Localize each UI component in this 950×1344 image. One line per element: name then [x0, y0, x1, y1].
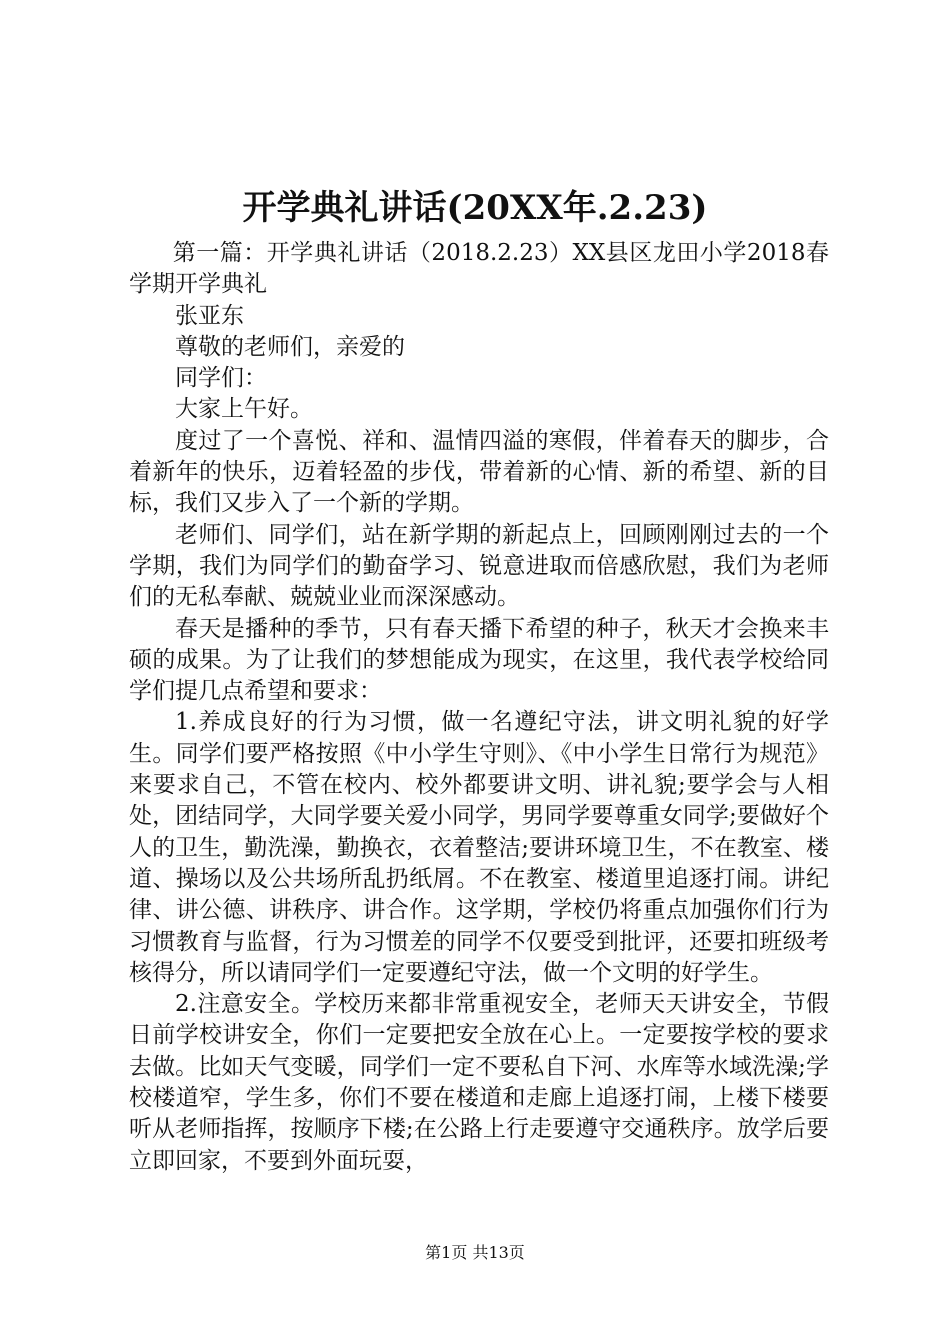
paragraph: 1.养成良好的行为习惯，做一名遵纪守法，讲文明礼貌的好学生。同学们要严格按照《中小学生守则》、《中小学生日常行为规范》来要求自己，不管在校内、校外都要讲文明、讲礼貌;要学会与人相处，团结同学，大同学要关爱小同学，男同学要尊重女同学;要做好个人的卫生，勤洗澡，勤换衣，衣着整洁;要讲环境卫生，不在教室、楼道、操场以及公共场所乱扔纸屑。不在教室、楼道里追逐打闹。讲纪律、讲公德、讲秩序、讲合作。这学期，学校仍将重点加强你们行为习惯教育与监督，行为习惯差的同学不仅要受到批评，还要扣班级考核得分，所以请同学们一定要遵纪守法，做一个文明的好学生。 [129, 709, 829, 986]
document-body [129, 238, 829, 1177]
paragraph-salutation: 尊敬的老师们，亲爱的 [175, 333, 405, 360]
document-title: 开学典礼讲话(20XX年.2.23) [242, 188, 708, 228]
paragraph: 2.注意安全。学校历来都非常重视安全，老师天天讲安全，节假日前学校讲安全，你们一定要把安全放在心上。一定要按学校的要求去做。比如天气变暖，同学们一定不要私自下河、水库等水域洗澡;学校楼道窄，学生多，你们不要在楼道和走廊上追逐打闹，上楼下楼要听从老师指挥，按顺序下楼;在公路上行走要遵守交通秩序。放学后要立即回家，不要到外面玩耍， [129, 991, 829, 1174]
paragraph: 老师们、同学们，站在新学期的新起点上，回顾刚刚过去的一个学期，我们为同学们的勤奋学习、锐意进取而倍感欣慰，我们为老师们的无私奉献、兢兢业业而深深感动。 [129, 521, 829, 611]
page-footer: 第1页 共13页 [425, 1243, 525, 1262]
paragraph-heading: 第一篇：开学典礼讲话（2018.2.23）XX县区龙田小学2018春学期开学典礼 [129, 240, 829, 298]
paragraph: 度过了一个喜悦、祥和、温情四溢的寒假，伴着春天的脚步，合着新年的快乐，迈着轻盈的步伐，带着新的心情、新的希望、新的目标，我们又步入了一个新的学期。 [129, 427, 829, 517]
paragraph-greeting: 大家上午好。 [175, 396, 313, 423]
paragraph-author: 张亚东 [175, 302, 244, 329]
paragraph-salutation-cont: 同学们： [175, 365, 267, 392]
paragraph: 春天是播种的季节，只有春天播下希望的种子，秋天才会换来丰硕的成果。为了让我们的梦想能成为现实，在这里，我代表学校给同学们提几点希望和要求： [129, 615, 829, 705]
